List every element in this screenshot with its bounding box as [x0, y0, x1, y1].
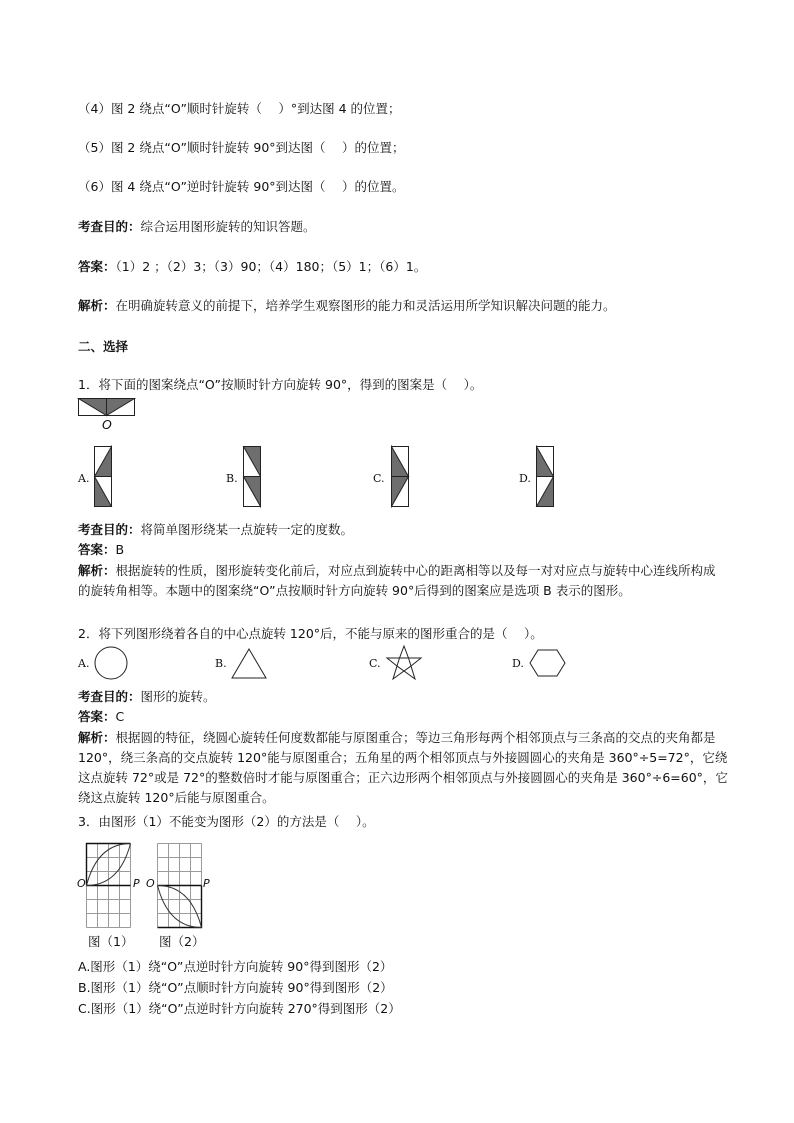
- q3-fig1-caption: 图（1）: [88, 934, 134, 949]
- answer-text: （1）2 ；（2）3；（3）90；（4）180；（5）1；（6）1。: [115, 259, 427, 274]
- q1-purpose-label: 考查目的：: [78, 522, 141, 537]
- q1-analysis: [78, 561, 728, 601]
- purpose-text: 综合运用图形旋转的知识答题。: [140, 219, 316, 234]
- q1-d-bottom-shade: [537, 477, 554, 507]
- q2-answer-line: [78, 708, 124, 726]
- q1-option-a-figure[interactable]: [94, 446, 114, 508]
- q2-analysis-text: 根据圆的特征，绕圆心旋转任何度数都能与原图重合；等边三角形每两个相邻顶点与三条高的交点的夹角都是 120°，绕三条高的交点旋转 120°能与原图重合；五角星的两个相邻顶点与外接圆圆心的夹角是 360°÷5=72°，它绕这点旋转 72°或是 72°的整数倍时才能与原图重合；正六边形两个相邻顶点与外接圆圆心的夹角是 360°÷6=60°，它绕这点旋转 120°后能与原图重合。: [78, 730, 728, 805]
- hexagon-shape: [530, 650, 565, 676]
- q1-a-bottom-shade: [95, 477, 112, 507]
- q1-o-label: O: [102, 417, 112, 432]
- q3-option-c[interactable]: C.图形（1）绕“O”点逆时针方向旋转 270°得到图形（2）: [78, 1001, 401, 1016]
- q1-purpose-text: 将简单图形绕某一点旋转一定的度数。: [140, 522, 354, 537]
- q1-option-b-figure[interactable]: [243, 446, 263, 508]
- q3-text: 3．由图形（1）不能变为图形（2）的方法是（ ）。: [78, 814, 375, 829]
- q1-analysis-label: 解析：: [78, 563, 116, 578]
- q2-purpose-line: [78, 688, 216, 706]
- q1-pattern-right-triangle: [107, 399, 135, 416]
- q3-fig1-p-label: P: [133, 877, 140, 890]
- q3-option-a[interactable]: A.图形（1）绕“O”点逆时针方向旋转 90°得到图形（2）: [78, 959, 393, 974]
- q1-pattern-left-triangle: [79, 399, 107, 416]
- q1-c-bottom-shade: [392, 477, 409, 507]
- section-title: 二、选择: [78, 339, 129, 354]
- q1-option-a-label: A.: [78, 472, 90, 485]
- q3-fig2-p-label: P: [203, 877, 210, 890]
- q3-fig2-caption: 图（2）: [159, 934, 205, 949]
- q1-answer-line: [78, 541, 124, 559]
- q2-option-a-label: A.: [78, 657, 90, 670]
- triangle-shape: [232, 649, 266, 678]
- q2-analysis: [78, 728, 728, 808]
- q1-option-d-figure[interactable]: [536, 446, 556, 508]
- q1-b-bottom-shade: [244, 477, 261, 507]
- q1-text: 1．将下面的图案绕点“O”按顺时针方向旋转 90°，得到的图案是（ ）。: [78, 377, 483, 392]
- q1-answer-text: B: [115, 542, 125, 557]
- q1-option-c-label: C.: [373, 472, 385, 485]
- q2-circle-figure[interactable]: [92, 646, 132, 682]
- q3-fig1-o-label: O: [77, 877, 86, 890]
- answer-label: 答案：: [78, 259, 116, 274]
- q2-option-c-label: C.: [369, 657, 381, 670]
- star-shape: [387, 646, 421, 679]
- question-line-5: （5）图 2 绕点“O”顺时针旋转 90°到达图（ ）的位置；: [78, 140, 405, 155]
- answer-line: [78, 258, 426, 276]
- q1-a-top-shade: [95, 447, 112, 477]
- q1-analysis-text: 根据旋转的性质，图形旋转变化前后，对应点到旋转中心的距离相等以及每一对对应点与旋转中心连线所构成的旋转角相等。本题中的图案绕“O”点按顺时针方向旋转 90°后得到的图案应是选项 B 表示的图形。: [78, 563, 716, 598]
- q3-figure-2-grid: [157, 843, 205, 929]
- q1-option-d-label: D.: [519, 472, 531, 485]
- q1-d-top-shade: [537, 447, 554, 477]
- q3-figure-1-grid: [86, 843, 134, 929]
- question-line-4: （4）图 2 绕点“O”顺时针旋转（ ）°到达图 4 的位置；: [78, 101, 401, 116]
- q1-purpose-line: [78, 521, 353, 539]
- q2-answer-label: 答案：: [78, 709, 116, 724]
- q1-c-top-shade: [392, 447, 409, 477]
- q1-pattern: [78, 398, 138, 418]
- q1-option-b-label: B.: [226, 472, 238, 485]
- analysis-label: 解析：: [78, 298, 116, 313]
- q1-b-top-shade: [244, 447, 261, 477]
- circle-shape: [95, 647, 127, 679]
- star-inner-pentagon: [397, 658, 411, 671]
- q2-text: 2．将下列图形绕着各自的中心点旋转 120°后，不能与原来的图形重合的是（ ）。: [78, 626, 543, 641]
- q2-triangle-figure[interactable]: [232, 648, 272, 682]
- purpose-line: [78, 218, 316, 236]
- q2-purpose-label: 考查目的：: [78, 689, 141, 704]
- q2-option-d-label: D.: [512, 657, 524, 670]
- q3-fig2-o-label: O: [146, 877, 155, 890]
- question-line-6: （6）图 4 绕点“O”逆时针旋转 90°到达图（ ）的位置。: [78, 179, 405, 194]
- q2-option-b-label: B.: [215, 657, 227, 670]
- q2-purpose-text: 图形的旋转。: [140, 689, 216, 704]
- q2-star-figure[interactable]: [386, 645, 426, 683]
- analysis-line: [78, 297, 616, 315]
- analysis-text: 在明确旋转意义的前提下，培养学生观察图形的能力和灵活运用所学知识解决问题的能力。: [115, 298, 616, 313]
- q2-hexagon-figure[interactable]: [530, 649, 570, 679]
- q1-answer-label: 答案：: [78, 542, 116, 557]
- q2-answer-text: C: [115, 709, 125, 724]
- q2-analysis-label: 解析：: [78, 730, 116, 745]
- q3-option-b[interactable]: B.图形（1）绕“O”点顺时针方向旋转 90°得到图形（2）: [78, 980, 393, 995]
- purpose-label: 考查目的：: [78, 219, 141, 234]
- q1-option-c-figure[interactable]: [391, 446, 411, 508]
